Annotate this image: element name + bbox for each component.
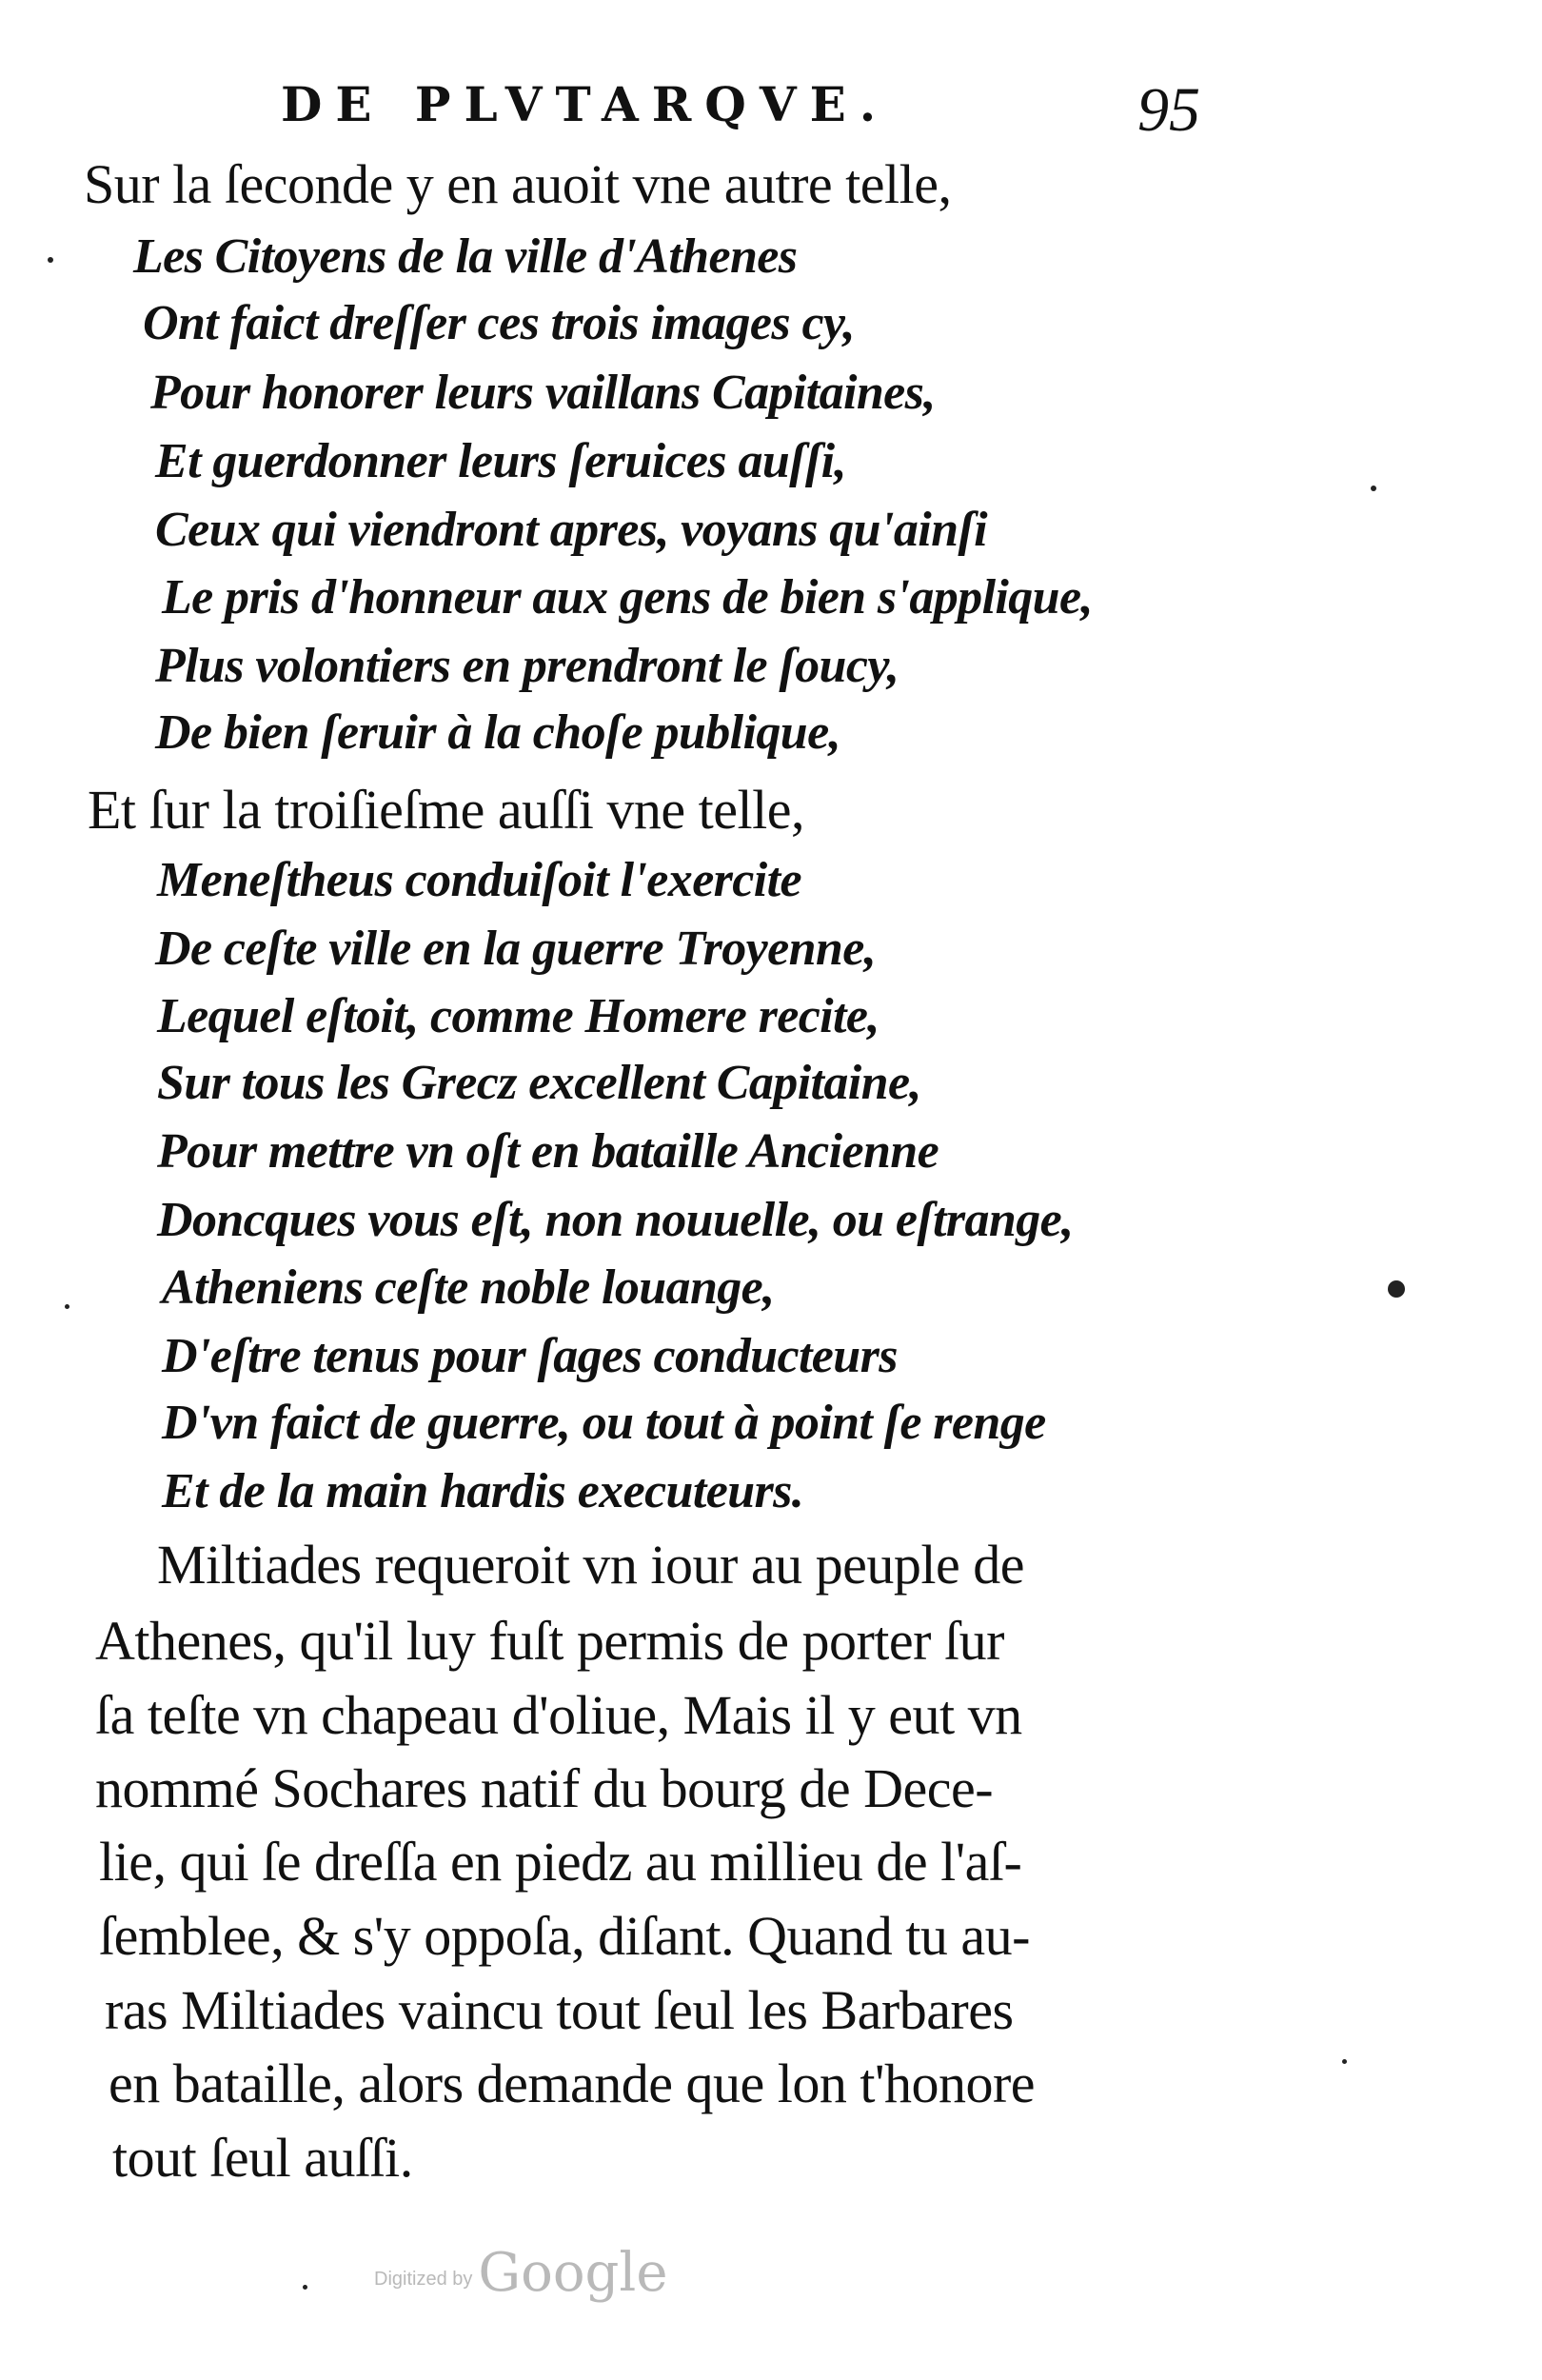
text-line: ras Miltiades vaincu tout ſeul les Barbares — [105, 1979, 1014, 2041]
verse-line: Le pris d'honneur aux gens de bien s'applique, — [162, 570, 1093, 625]
text-line: lie, qui ſe dreſſa en piedz au millieu de l'aſ- — [99, 1831, 1022, 1893]
text-line: nommé Sochares natif du bourg de Dece- — [95, 1757, 994, 1819]
ink-speck — [1388, 1280, 1405, 1298]
verse-line: Pour mettre vn oſt en bataille Ancienne — [157, 1124, 939, 1179]
ink-speck — [303, 2285, 307, 2290]
text-line: Sur la ſeconde y en auoit vne autre telle, — [84, 153, 952, 215]
running-title: DE PLVTARQVE. — [281, 76, 890, 132]
verse-line: D'vn faict de guerre, ou tout à point ſe renge — [162, 1396, 1046, 1450]
text-line: en bataille, alors demande que lon t'honore — [109, 2053, 1035, 2114]
verse-line: Ont faict dreſſer ces trois images cy, — [143, 296, 855, 350]
verse-line: Atheniens ceſte noble louange, — [162, 1260, 775, 1315]
verse-line: Ceux qui viendront apres, voyans qu'ainſi — [155, 503, 987, 557]
verse-line: Et de la main hardis executeurs. — [162, 1464, 804, 1518]
text-line: Athenes, qu'il luy fuſt permis de porter ſur — [95, 1610, 1004, 1672]
text-line: Miltiades requeroit vn iour au peuple de — [157, 1534, 1024, 1596]
verse-line: Lequel eſtoit, comme Homere recite, — [157, 989, 880, 1043]
text-line: Et ſur la troiſieſme auſſi vne telle, — [88, 779, 804, 841]
verse-line: Pour honorer leurs vaillans Capitaines, — [150, 366, 936, 420]
verse-line: De ceſte ville en la guerre Troyenne, — [155, 922, 877, 976]
verse-line: De bien ſeruir à la choſe publique, — [155, 705, 840, 760]
ink-speck — [1342, 2059, 1347, 2064]
verse-line: D'eſtre tenus pour ſages conducteurs — [162, 1329, 898, 1383]
verse-line: Sur tous les Grecz excellent Capitaine, — [157, 1056, 921, 1110]
text-line: ſa teſte vn chapeau d'oliue, Mais il y eut vn — [95, 1684, 1022, 1746]
ink-speck — [1371, 486, 1376, 491]
verse-line: Doncques vous eſt, non nouuelle, ou eſtrange, — [157, 1193, 1074, 1247]
ink-speck — [65, 1304, 69, 1309]
ink-speck — [48, 257, 53, 263]
watermark-prefix: Digitized by — [374, 2269, 473, 2290]
verse-line: Les Citoyens de la ville d'Athenes — [133, 229, 798, 284]
verse-line: Meneſtheus conduiſoit l'exercite — [157, 853, 801, 907]
verse-line: Plus volontiers en prendront le ſoucy, — [155, 639, 900, 693]
verse-line: Et guerdonner leurs ſeruices auſſi, — [155, 434, 846, 488]
page-number: 95 — [1137, 75, 1200, 145]
digitization-watermark — [374, 2242, 667, 2304]
text-line: ſemblee, & s'y oppoſa, diſant. Quand tu au- — [99, 1905, 1030, 1967]
text-line: tout ſeul auſſi. — [112, 2127, 413, 2189]
google-logo: Google — [478, 2242, 668, 2304]
